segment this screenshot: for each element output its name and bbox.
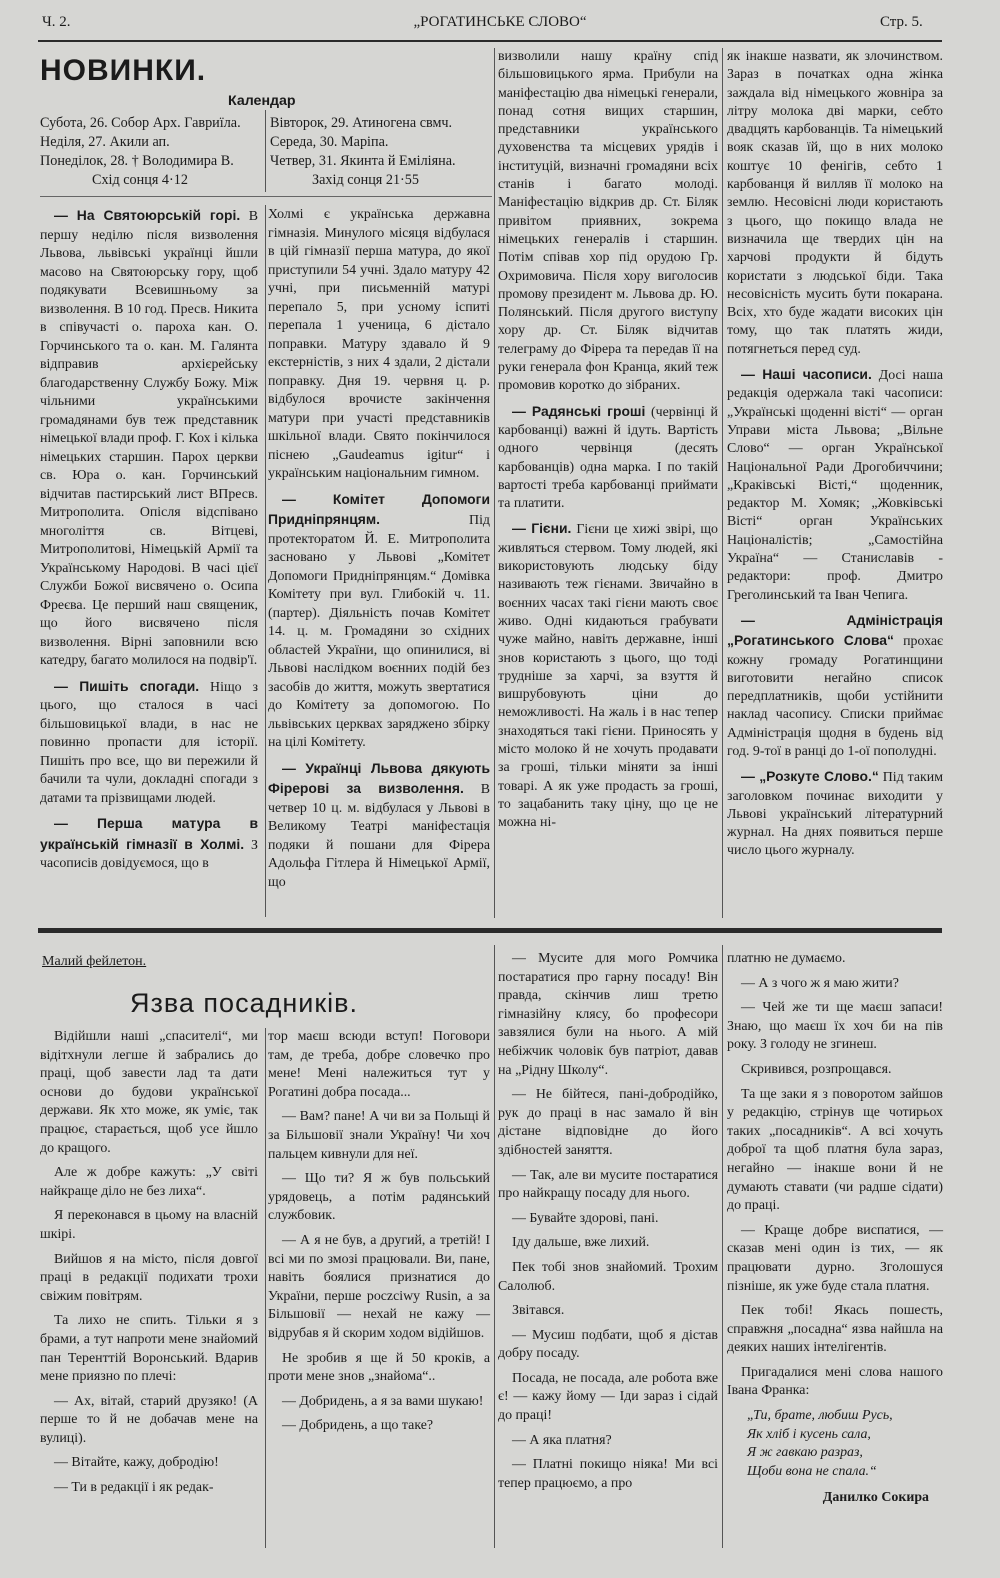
news-body: Холмі є українська державна гімназія. Минулого місяця відбулася в цій гімназії перша матура, до якої приступили 54 учні. Здало матуру 42 учні, при письменній матурі перепало 5, при усному іспиті перепала 1 ученица, 6 дістало поправки. Матуру здавало й 9 екстерністів, з них 4 здали, 2 дістали поправку. Дня 19. червня ц. р. відбулося врочисте закінчення матури при участі представників шкільної влади. Свято покінчилося піснею „Gaudeamus igitur“ і українським національним гимном.	[268, 207, 490, 481]
calendar-entry: Субота, 26. Собор Арх. Гавриїла.	[40, 115, 241, 131]
section-title: НОВИНКИ.	[40, 54, 207, 87]
news-headline: — Пишіть спогади.	[54, 677, 200, 694]
paragraph: платню не думаємо.	[727, 951, 846, 966]
paragraph: Посада, не посада, але робота вже є! — кажу йому — Іди зараз і сідай до праці!	[498, 1370, 718, 1424]
column-divider	[722, 945, 723, 1548]
news-body: З часописів довідуємося, що в	[40, 837, 258, 871]
news-column-3	[498, 48, 718, 838]
news-item	[498, 519, 718, 832]
paragraph: — А яка платня?	[512, 1432, 612, 1448]
paragraph: — А з чого ж я маю жити?	[741, 975, 899, 991]
paragraph: — Ах, вітай, старий друзяко! (А перше то й не добачав мене на вулиці).	[40, 1393, 258, 1446]
news-item	[727, 611, 943, 761]
sunrise: Схід сонця 4·12	[92, 172, 188, 188]
poem-line: „Ти, брате, любиш Русь,	[747, 1408, 893, 1424]
news-headline: — Радянські гроші	[512, 402, 646, 419]
news-item	[40, 206, 258, 671]
author-signature: Данилко Сокира	[822, 1490, 929, 1506]
paragraph: тор маєш всюди вступ! Поговори там, де треба, добре словечко про мене! Мені належиться тут у Рогатині добра посада...	[268, 1029, 490, 1100]
news-item	[40, 814, 258, 874]
column-divider	[265, 1028, 266, 1548]
news-body: Під таким заголовком починає виходити у Львові український літературний журнал. На днях появиться перше число цього журналу.	[727, 770, 943, 859]
news-body: В першу неділю після визволення Львова, львівські українці йшли масово на Святоюрську гору, щоб подякувати Всевишньому за визволення. В 10 год. Пресв. Никита в співучасті о. пароха кан. О. Горчинського та о. кан. М. Галянта відправив архієрейську благодарственну Службу Божу. Між чільними українськими громадянами був теж представник німецької влади проф. Г. Кох і кілька німецьких старшин. Парох церкви св. Юра о. кан. Горчинський відчитав пастирський лист ВПресв. Митрополита. Опісля відспівано многоліття св. Вітцеві, Митрополитові, Німецькій Армії та Українському Народові. В часі цієї Служби Божої висвячено о. Осипа Фреєва. Це перший наш священик, що його висвячено після визволення. Вірні заповнили всю катедру, багато молилося на подвір'ї.	[40, 209, 258, 668]
paragraph: Іду дальше, вже лихий.	[512, 1235, 650, 1251]
paragraph: Пек тобі! Якась пошесть, справжня „посадна“ язва найшла на деяких наших інтелігентів.	[727, 1303, 943, 1356]
news-headline: — Гієни.	[512, 520, 572, 537]
news-item	[268, 759, 490, 893]
calendar-left	[40, 114, 265, 190]
news-item	[727, 48, 943, 359]
header-rule	[38, 40, 942, 42]
news-body: В четвер 10 ц. м. відбулася у Львові в Великому Театрі маніфестація подяки й пошани для Фірера Адольфа Гітлера й Німецької Армії, що	[268, 782, 490, 890]
column-divider	[265, 205, 266, 917]
news-headline: — Наші часописи.	[741, 366, 872, 383]
paper-title: „РОГАТИНСЬКЕ СЛОВО“	[413, 14, 587, 30]
paragraph: — Що ти? Я ж був польський урядовець, а потім радянський службовик.	[268, 1171, 490, 1224]
sunset: Захід сонця 21·55	[312, 172, 419, 188]
news-headline: — Адміністрація „Рогатинського Слова“	[727, 611, 943, 649]
paragraph: — Ти в редакції і як редак-	[54, 1480, 214, 1496]
calendar-entry: Середа, 30. Маріпа.	[270, 134, 389, 150]
paragraph: Відійшли наші „спасителі“, ми відітхнули легше й забрались до праці, щоб завести лад та дати основи до будови української держави. Як хто може, як уміє, так працює, старається, щоб усе йшло до кращого.	[40, 1029, 258, 1156]
paragraph: — Платні покищо ніяка! Ми всі тепер працюємо, а про	[498, 1457, 718, 1491]
feuilleton-column-3	[498, 950, 718, 1499]
calendar-divider	[265, 110, 266, 192]
news-body: Досі наша редакція одержала такі часописи: „Українські щоденні вісті“ — орган Управи міста Львова; „Вільне Слово“ — орган Української Національної Ради Дрогобиччини; „Краківські Вісті,“ щоденник, редактор М. Хомяк; „Жовківські Вісті“ орган Українських Націоналістів; „Самостійна Україна“ — Станиславів - редактори: проф. Дмитро Греголинський та Іван Чепига.	[727, 368, 943, 603]
section-separator	[38, 928, 942, 933]
paragraph: Я переконався в цьому на власній шкірі.	[40, 1208, 258, 1242]
paragraph: Скривився, розпрощався.	[741, 1061, 892, 1077]
news-item	[268, 206, 490, 484]
news-headline: — Перша матура в українській гімназії в Холмі.	[40, 815, 258, 852]
paragraph: — Краще добре виспатися, — сказав мені один із тих, — як працювати дурно. Зголошуся пізніше, як уже буде стала платня.	[727, 1222, 943, 1294]
news-body: Ніщо з цього, що сталося в часі більшовицької влади, в нас не повинно пропасти для історії. Пишіть про все, що ви пережили й бачили та чули, докладні спогади з датами та прізвищами людей.	[40, 679, 258, 806]
news-body: (червінці й карбованці) важні й ідуть. Вартість одного червінця (десять карбованців) одна марка. І по такій вартості треба карбованці приймати та платити.	[498, 404, 718, 512]
calendar-rule	[40, 196, 492, 197]
paragraph: Та ще заки я з поворотом зайшов у редакцію, стрінув ще чотирьох таких „посадників“. А всі хочуть доброї та щоб платня була зараз, негайно — інакше вони й не думають ставати (чи радше сідати) до праці.	[727, 1086, 943, 1214]
paragraph: — Мусите для мого Ромчика постаратися про гарну посаду! Він правда, скінчив лиш третю гімназійну клясу, бо професори завзялися були на нього. А мій небіжчик чоловік був патріот, давав на „Рідну Школу“.	[498, 951, 718, 1078]
feuilleton-column-2	[268, 1028, 490, 1442]
paragraph: Пригадалися мені слова нашого Івана Франка:	[727, 1364, 943, 1399]
paragraph: — Добридень, а я за вами шукаю!	[282, 1393, 484, 1409]
calendar-entry: Понеділок, 28. † Володимира В.	[40, 153, 234, 169]
news-body: Під протекторатом Й. Е. Митрополита засновано у Львові „Комітет Допомоги Придніпрянцям.“ Домівка Комітету при вул. Глибокій ч. 11. (партер). Діяльність почав Комітет 14. ц. м. Громадяни зо східних областей України, що опинилися, ві Львові наслідком воєнних подій без засобів до життя, можуть звертатися до Комітету за допомогою. По львівських церквах заряджено збірку на цілі Комітету.	[268, 513, 490, 750]
paragraph: — А я не був, а другий, а третій! І всі ми по змозі працювали. Ви, пане, навіть боялися признатися до України, перше poczciwy Rusin, а за Більшовії — нехай не кажу — відрубав я й скорим ходом відійшов.	[268, 1232, 490, 1341]
calendar-entry: Неділя, 27. Акили ап.	[40, 134, 170, 150]
poem-line: Щоби вона не спала.“	[747, 1463, 877, 1479]
paragraph: Але ж добре кажуть: „У світі найкраще діло не без лиха“.	[40, 1165, 258, 1199]
calendar-entry: Четвер, 31. Якинта й Еміліяна.	[270, 153, 456, 169]
news-item	[727, 767, 943, 860]
paragraph: — Бувайте здорові, пані.	[512, 1210, 659, 1226]
news-body: як інакше назвати, як злочинством. Зараз в початках одна жінка заждала від німецького жовніра за літру молока дві марки, себто двадцять карбованців. Та німецький вояк сказав їй, що в них молоко коштує 10 фенігів, себто 1 карбованця й вилляв її молоко на землю. Несовісні люди користають з цього, що покищо влада не визначила ще твердих цін на харчові продукти й бідуть користати з людської біди. Така несовісність мусить бути покарана. Всіх, хто буде жадати високих цін тому, що так платять жиди, потягнеться перед суд.	[727, 49, 943, 357]
poem	[747, 1407, 943, 1481]
poem-line: Як хліб і кусень сала,	[747, 1426, 871, 1442]
feuilleton-kicker: Малий фейлетон.	[42, 954, 147, 969]
feuilleton-column-1	[40, 1028, 258, 1504]
news-headline: — „Розкуте Слово.“	[741, 768, 879, 785]
paragraph: — Добридень, а що таке?	[282, 1418, 434, 1434]
paragraph: — Вам? пане! А чи ви за Польщі й за Більшовії знали Україну! Чи хоч пальцем кивнули для неї.	[268, 1109, 490, 1162]
paragraph: — Вітайте, кажу, добродію!	[54, 1455, 219, 1471]
news-item	[498, 402, 718, 514]
news-body: визволили нашу країну спід більшовицького ярма. Прибули на маніфестацію два німецькі генерали, понад сотня вищих старшин, представники українського духовенства та місцевих урядів і інституцій, визначні громадяни всіх станів і багато молоді. Маніфестацію відкрив др. Ст. Біляк привітом приявних, зокрема німецьких генералів і старшин. Потім співав хор під орудою Гр. Охримовича. Після хору виголосив промову президент м. Львова др. Ю. Полянський. Після другого виступу хору др. Ст. Біляк відчитав телеграму до Фірера та передав її на руки генерала фон Кранца, який теж промовив коротко до зібраних.	[498, 49, 718, 394]
news-item	[727, 365, 943, 605]
calendar-entry: Вівторок, 29. Атиногена свмч.	[270, 115, 453, 131]
paragraph: Не зробив я ще й 50 кроків, а проти мене знов „знайома“..	[268, 1350, 490, 1385]
paragraph: Звітався.	[512, 1303, 565, 1319]
feuilleton-title: Язва посадників.	[130, 988, 358, 1018]
news-headline: — На Святоюрській горі.	[54, 207, 241, 223]
news-headline: — Комітет Допомоги Придніпрянцям.	[268, 490, 490, 527]
paragraph: Та лихо не спить. Тільки я з брами, а тут напроти мене знайомий пан Теренттій Воронський. Вдарив мене приязно по плечі:	[40, 1313, 258, 1385]
issue-number: Ч. 2.	[42, 14, 71, 30]
news-body: прохає кожну громаду Рогатинщини виготовити негайно список передплатників, щоби устійнити наклад часопису. Списки приймає Адміністрація щодня в будень від год. 9-тої в ранці до 1-ої пополудні.	[727, 634, 943, 759]
paragraph: Вийшов я на місто, після довгої праці в редакції подихати трохи свіжим повітрям.	[40, 1251, 258, 1304]
paragraph: — Чей же ти ще маєш запаси! Знаю, що маєш їх хоч би на пів року. З голоду не згинеш.	[727, 1000, 943, 1053]
news-column-2	[268, 206, 490, 898]
poem-line: Я ж гавкаю разраз,	[747, 1445, 863, 1461]
news-body: Гієни це хижі звірі, що живляться стервом. Тому людей, які використовують людську біду називають теж гієнами. Звичайно в воєнних часах такі гієни мають своє живо. Одні кидаються грабувати чуже майно, навіть державне, інші знов користають з цього, що тоді трудніше за харчі, за взуття й вишрубовують ціни до неможливості. На жаль і в нас тепер знаходяться такі гієни. Приносять у місто молоко й не хочуть продавати за гроші, тільки міняти за інші товарі. А як уже продасть за гроші, то зацабанить таку ціну, що це не можна ні-	[498, 522, 718, 831]
calendar-title: Календар	[228, 93, 296, 109]
paragraph: — Так, але ви мусите постаратися про найкращу посаду для нього.	[498, 1167, 718, 1202]
column-divider	[722, 48, 723, 918]
news-item	[498, 48, 718, 396]
news-item	[40, 677, 258, 809]
column-divider	[494, 945, 495, 1548]
news-item	[268, 490, 490, 753]
feuilleton-column-4	[727, 950, 943, 1508]
page-number: Стр. 5.	[880, 14, 923, 30]
column-divider	[494, 48, 495, 918]
calendar-right	[270, 114, 492, 190]
paragraph: — Не бійтеся, пані-добродійко, рук до праці в нас замало й він дістане відповідне до його здібностей заняття.	[498, 1087, 718, 1158]
news-column-4	[727, 48, 943, 867]
news-column-1	[40, 206, 258, 880]
news-headline: — Українці Львова дякують Фірерові за визволення.	[268, 759, 490, 796]
paragraph: — Мусиш подбати, щоб я дістав добру посаду.	[498, 1327, 718, 1362]
paragraph: Пек тобі знов знайомий. Трохим Салолюб.	[498, 1259, 718, 1294]
